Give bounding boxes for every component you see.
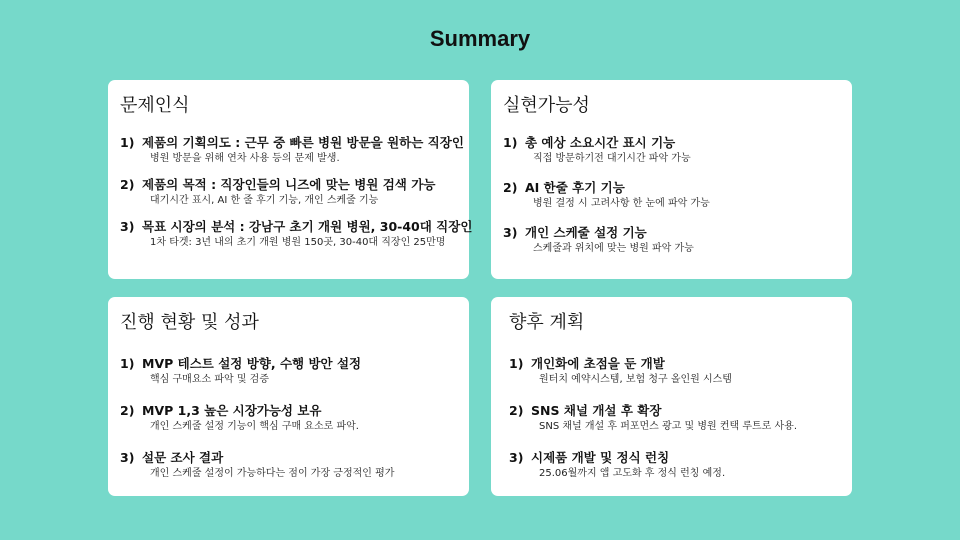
item-description: 직접 방문하기전 대기시간 파악 가능 <box>533 153 691 164</box>
item-description: 원터치 예약시스템, 보험 청구 올인원 시스템 <box>539 374 732 385</box>
card-title: 진행 현황 및 성과 <box>120 312 259 333</box>
item-number: 1) <box>120 356 135 371</box>
item-number: 2) <box>503 180 518 195</box>
item-number: 3) <box>120 450 135 465</box>
card-future-plans <box>491 297 852 496</box>
list-item <box>503 224 840 256</box>
item-number: 2) <box>120 403 135 418</box>
item-number: 1) <box>509 356 524 371</box>
item-heading: 개인 스케줄 설정 기능 <box>525 225 647 240</box>
item-heading: MVP 테스트 설정 방향, 수행 방안 설정 <box>142 356 362 371</box>
list-item <box>120 449 457 481</box>
item-heading: MVP 1,3 높은 시장가능성 보유 <box>142 403 322 418</box>
item-description: 대기시간 표시, AI 한 줄 후기 기능, 개인 스케줄 기능 <box>150 195 379 206</box>
page-title: Summary <box>429 26 531 51</box>
card-feasibility <box>491 80 852 279</box>
item-description: 스케줄과 위치에 맞는 병원 파악 가능 <box>533 243 694 254</box>
list-item <box>120 402 457 434</box>
item-number: 3) <box>509 450 524 465</box>
item-description: 1차 타겟: 3년 내의 초기 개원 병원 150곳, 30-40대 직장인 25만명 <box>150 237 446 248</box>
item-number: 1) <box>503 135 518 150</box>
list-item <box>503 134 840 166</box>
item-description: SNS 채널 개설 후 퍼포먼스 광고 및 병원 컨택 루트로 사용. <box>539 421 798 432</box>
list-item <box>509 355 840 387</box>
item-heading: 제품의 기획의도 : 근무 중 빠른 병원 방문을 원하는 직장인 <box>142 135 464 150</box>
list-item <box>120 218 473 250</box>
item-description: 핵심 구매요소 파악 및 검증 <box>150 374 269 385</box>
item-number: 2) <box>120 177 135 192</box>
item-heading: SNS 채널 개설 후 확장 <box>531 403 662 418</box>
list-item <box>503 179 840 211</box>
item-description: 병원 방문을 위해 연차 사용 등의 문제 발생. <box>150 153 340 164</box>
card-title: 향후 계획 <box>509 312 585 333</box>
item-description: 개인 스케줄 설정이 가능하다는 점이 가장 긍정적인 평가 <box>150 468 395 479</box>
item-heading: AI 한줄 후기 기능 <box>525 180 625 195</box>
list-item <box>120 134 464 166</box>
card-title: 실현가능성 <box>503 95 590 116</box>
item-heading: 총 예상 소요시간 표시 기능 <box>525 135 676 150</box>
item-number: 2) <box>509 403 524 418</box>
item-description: 개인 스케줄 설정 기능이 핵심 구매 요소로 파악. <box>150 421 359 432</box>
item-heading: 시제품 개발 및 정식 런칭 <box>531 450 670 465</box>
item-description: 25.06월까지 앱 고도화 후 정식 런칭 예정. <box>539 468 726 479</box>
item-number: 1) <box>120 135 135 150</box>
card-progress-results <box>108 297 469 496</box>
list-item <box>509 402 840 434</box>
item-number: 3) <box>120 219 135 234</box>
list-item <box>120 355 457 387</box>
item-heading: 설문 조사 결과 <box>142 450 224 465</box>
list-item <box>120 176 457 208</box>
item-heading: 제품의 목적 : 직장인들의 니즈에 맞는 병원 검색 가능 <box>142 177 436 192</box>
item-heading: 목표 시장의 분석 : 강남구 초기 개원 병원, 30-40대 직장인 <box>142 219 473 234</box>
list-item <box>509 449 840 481</box>
card-title: 문제인식 <box>120 95 190 116</box>
item-heading: 개인화에 초점을 둔 개발 <box>531 356 665 371</box>
card-problem-recognition <box>108 80 473 279</box>
item-number: 3) <box>503 225 518 240</box>
item-description: 병원 결정 시 고려사항 한 눈에 파악 가능 <box>533 198 710 209</box>
